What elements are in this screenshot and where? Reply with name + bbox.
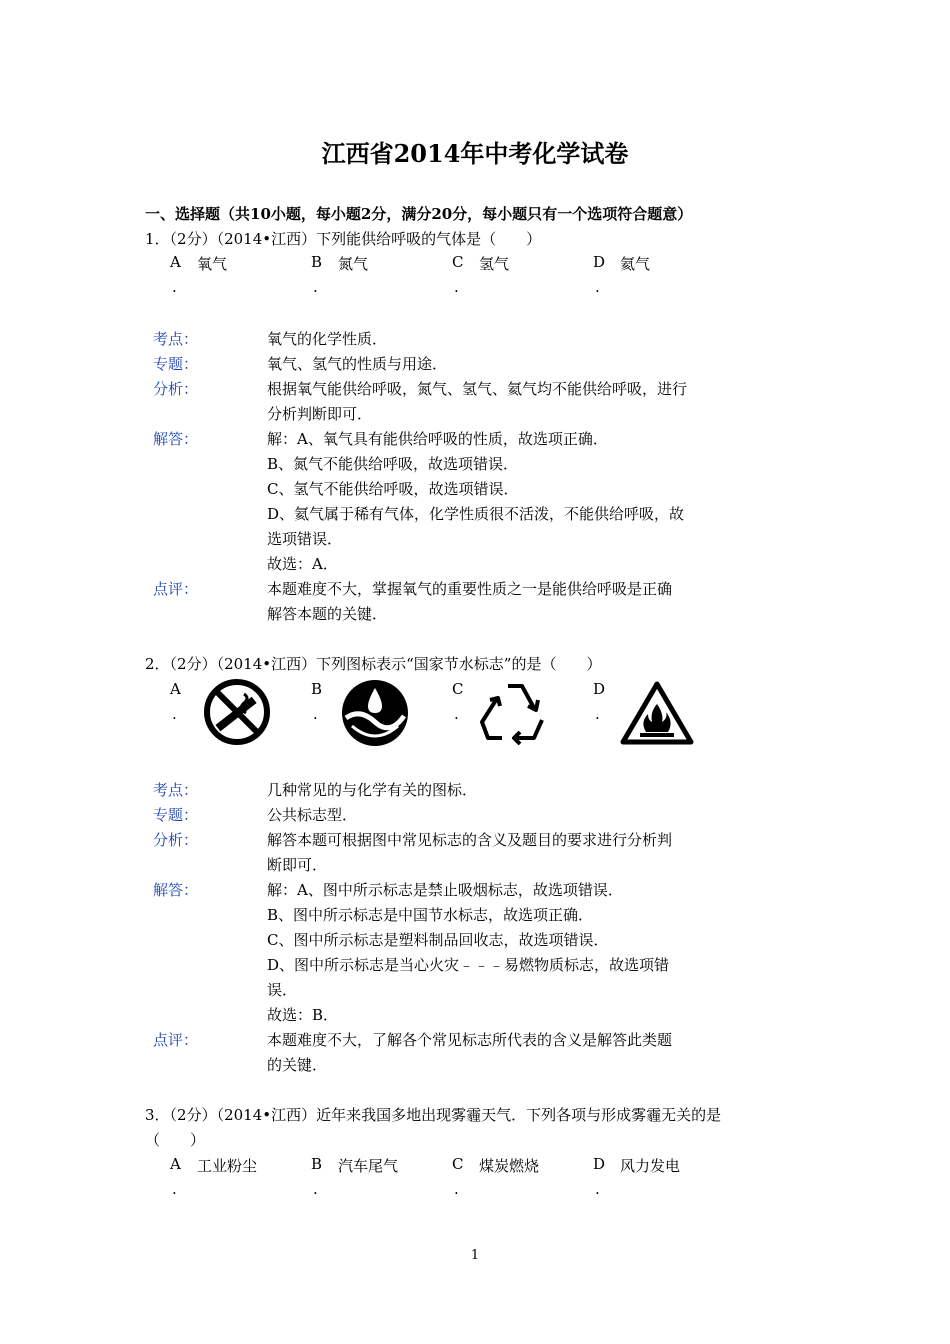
q1-stem: 1．（2分）（2014•江西）下列能供给呼吸的气体是（ ） [145, 230, 542, 248]
q2-option-d-dot: . [595, 705, 600, 723]
q3-option-c-text: 煤炭燃烧 [479, 1157, 540, 1175]
q2-jieda-line-2: B、图中所示标志是中国节水标志，故选项正确． [267, 906, 594, 924]
q2-dianping-line-1: 本题难度不大，了解各个常见标志所代表的含义是解答此类题 [267, 1031, 673, 1049]
q2-option-b-letter: B [311, 680, 323, 698]
q3-option-d-letter: D [593, 1155, 606, 1173]
no-smoking-icon [200, 676, 274, 748]
q2-option-b-dot: . [313, 705, 318, 723]
q1-dianping-line-2: 解答本题的关键． [267, 605, 388, 623]
q1-jieda-label: 解答： [153, 430, 199, 448]
q2-option-d-letter: D [593, 680, 606, 698]
q1-option-d-letter: D [593, 253, 606, 271]
q1-option-c-letter: C [452, 253, 464, 271]
q3-stem-line-1: 3．（2分）（2014•江西）近年来我国多地出现雾霾天气．下列各项与形成雾霾无关的是 [145, 1106, 722, 1124]
q3-option-c-dot: . [454, 1180, 459, 1198]
recycle-icon [478, 678, 552, 748]
q1-option-d-dot: . [595, 278, 600, 296]
q2-dianping-line-2: 的关键． [267, 1056, 328, 1074]
q1-option-c-dot: . [454, 278, 459, 296]
q2-fenxi-line-1: 解答本题可根据图中常见标志的含义及题目的要求进行分析判 [267, 831, 673, 849]
q1-option-b-text: 氮气 [338, 255, 369, 273]
q2-fenxi-line-2: 断即可． [267, 856, 328, 874]
q2-option-c-dot: . [454, 705, 459, 723]
q1-zhuanti-label: 专题： [153, 355, 199, 373]
q2-jieda-line-1: 解：A、图中所示标志是禁止吸烟标志，故选项错误． [267, 881, 623, 899]
flammable-warning-icon [620, 680, 694, 746]
q1-jieda-line-5: 选项错误． [267, 530, 343, 548]
q1-option-b-letter: B [311, 253, 323, 271]
q1-option-a-letter: A [170, 253, 181, 271]
q3-option-a-text: 工业粉尘 [197, 1157, 258, 1175]
q2-stem: 2．（2分）（2014•江西）下列图标表示“国家节水标志”的是（ ） [145, 655, 602, 673]
q2-option-c-letter: C [452, 680, 464, 698]
q3-option-b-text: 汽车尾气 [338, 1157, 399, 1175]
q1-option-d-text: 氦气 [620, 255, 651, 273]
page-number: 1 [470, 1248, 480, 1263]
q1-jieda-line-1: 解：A、氧气具有能供给呼吸的性质，故选项正确． [267, 430, 608, 448]
page-title: 江西省2014年中考化学试卷 [321, 139, 629, 168]
q1-fenxi-label: 分析： [153, 380, 199, 398]
q3-option-a-letter: A [170, 1155, 181, 1173]
q1-option-a-dot: . [172, 278, 177, 296]
q3-option-b-letter: B [311, 1155, 323, 1173]
q1-option-b-dot: . [313, 278, 318, 296]
q1-fenxi-line-1: 根据氧气能供给呼吸，氮气、氢气、氦气均不能供给呼吸，进行 [267, 380, 688, 398]
q2-dianping-label: 点评： [153, 1031, 199, 1049]
q2-zhuanti-label: 专题： [153, 806, 199, 824]
q2-jieda-label: 解答： [153, 881, 199, 899]
q1-jieda-line-3: C、氢气不能供给呼吸，故选项错误． [267, 480, 519, 498]
q2-option-a-dot: . [172, 705, 177, 723]
q2-kaodian-text: 几种常见的与化学有关的图标． [267, 781, 478, 799]
q2-jieda-line-3: C、图中所示标志是塑料制品回收志，故选项错误． [267, 931, 609, 949]
q3-stem-line-2: （ ） [145, 1131, 206, 1149]
q1-jieda-line-6: 故选：A． [267, 555, 338, 573]
q3-option-a-dot: . [172, 1180, 177, 1198]
q2-fenxi-label: 分析： [153, 831, 199, 849]
q1-kaodian-label: 考点： [153, 330, 199, 348]
q1-jieda-line-4: D、氦气属于稀有气体，化学性质很不活泼，不能供给呼吸，故 [267, 505, 685, 523]
q2-jieda-line-4: D、图中所示标志是当心火灾﹣﹣﹣易燃物质标志，故选项错 [267, 956, 670, 974]
q1-option-c-text: 氢气 [479, 255, 510, 273]
q3-option-b-dot: . [313, 1180, 318, 1198]
q1-fenxi-line-2: 分析判断即可． [267, 405, 373, 423]
water-saving-icon [340, 678, 410, 748]
q1-jieda-line-2: B、氮气不能供给呼吸，故选项错误． [267, 455, 519, 473]
q1-option-a-text: 氧气 [197, 255, 228, 273]
q2-option-a-letter: A [170, 680, 181, 698]
q3-option-c-letter: C [452, 1155, 464, 1173]
section-heading: 一、选择题（共10小题，每小题2分，满分20分，每小题只有一个选项符合题意） [145, 205, 693, 223]
q2-jieda-line-6: 故选：B． [267, 1006, 339, 1024]
q2-jieda-line-5: 误． [267, 981, 298, 999]
q3-option-d-text: 风力发电 [620, 1157, 681, 1175]
q1-dianping-line-1: 本题难度不大，掌握氧气的重要性质之一是能供给呼吸是正确 [267, 580, 673, 598]
q2-zhuanti-text: 公共标志型． [267, 806, 358, 824]
q1-kaodian-text: 氧气的化学性质． [267, 330, 388, 348]
q1-zhuanti-text: 氧气、氢气的性质与用途． [267, 355, 448, 373]
q3-option-d-dot: . [595, 1180, 600, 1198]
q2-kaodian-label: 考点： [153, 781, 199, 799]
q1-dianping-label: 点评： [153, 580, 199, 598]
